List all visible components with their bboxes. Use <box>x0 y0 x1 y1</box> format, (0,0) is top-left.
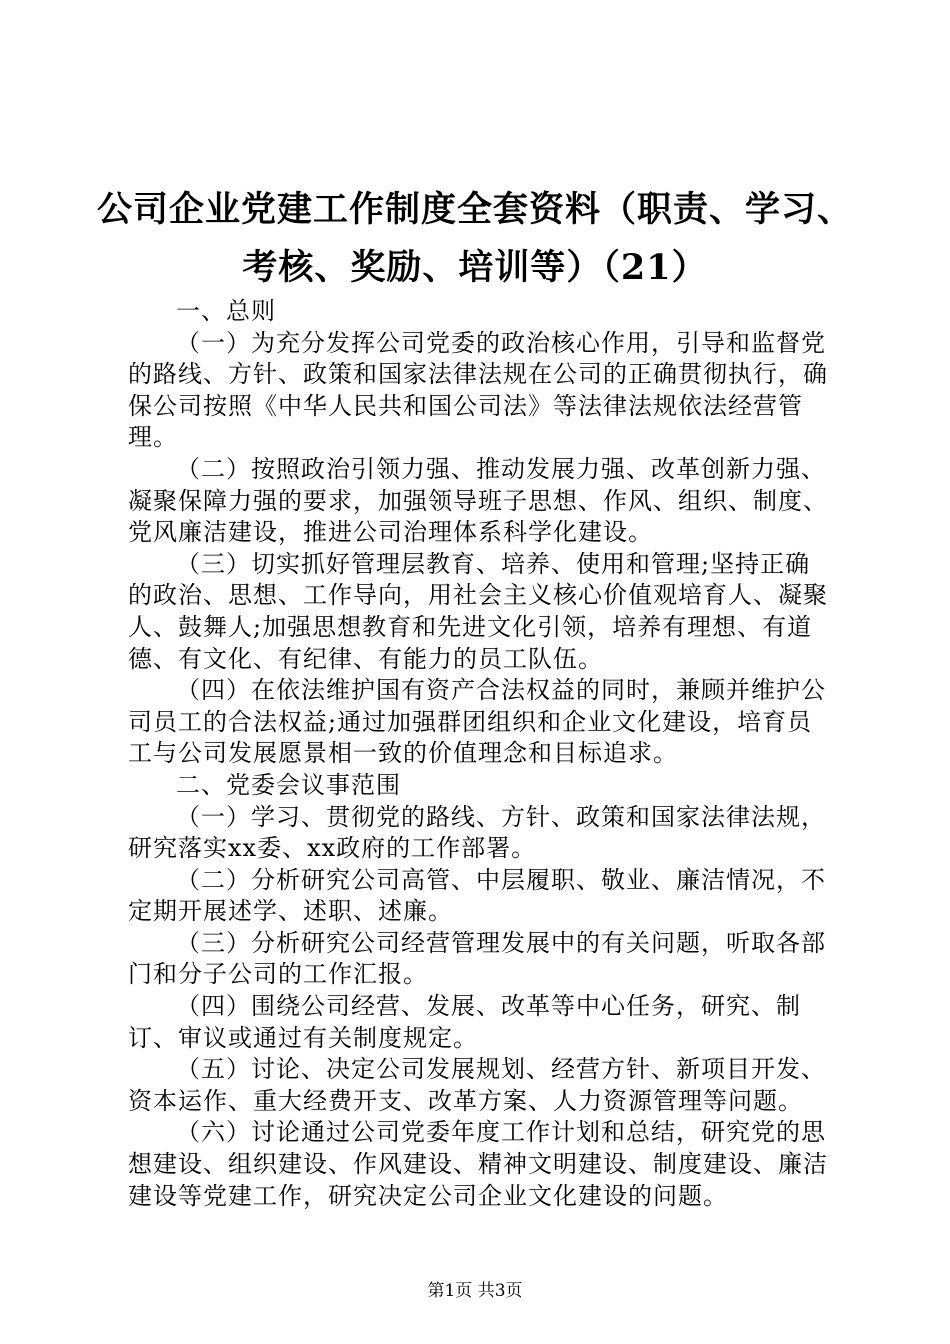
paragraph: （四）围绕公司经营、发展、改革等中心任务，研究、制订、审议或通过有关制度规定。 <box>128 992 801 1052</box>
paragraph: （二）分析研究公司高管、中层履职、敬业、廉洁情况，不定期开展述学、述职、述廉。 <box>128 865 826 926</box>
document-title-line-1: 公司企业党建工作制度全套资料（职责、学习、 <box>96 189 853 230</box>
page-number-footer: 第1页 共3页 <box>427 1281 523 1301</box>
paragraph: （一）为充分发挥公司党委的政治核心作用，引导和监督党的路线、方针、政策和国家法律法规在公司的正确贯彻执行，确保公司按照《中华人民共和国公司法》等法律法规依法经营管理。 <box>128 328 828 452</box>
paragraph: （二）按照政治引领力强、推动发展力强、改革创新力强、凝聚保障力强的要求，加强领导班子思想、作风、组织、制度、党风廉洁建设，推进公司治理体系科学化建设。 <box>128 454 828 547</box>
paragraph: （三）切实抓好管理层教育、培养、使用和管理;坚持正确的政治、思想、工作导向，用社会主义核心价值观培育人、凝聚人、鼓舞人;加强思想教育和先进文化引领，培养有理想、有道德、有文化、有纪律、有能力的员工队伍。 <box>128 549 828 673</box>
paragraph: （六）讨论通过公司党委年度工作计划和总结，研究党的思想建设、组织建设、作风建设、精神文明建设、制度建设、廉洁建设等党建工作，研究决定公司企业文化建设的问题。 <box>128 1118 828 1210</box>
paragraph: （五）讨论、决定公司发展规划、经营方针、新项目开发、资本运作、重大经费开支、改革方案、人力资源管理等问题。 <box>128 1055 826 1115</box>
section-heading-general: 一、总则 <box>176 297 276 325</box>
paragraph: （三）分析研究公司经营管理发展中的有关问题，听取各部门和分子公司的工作汇报。 <box>128 928 826 989</box>
section-heading-scope: 二、党委会议事范围 <box>176 770 401 799</box>
document-body <box>128 296 828 1212</box>
paragraph: （四）在依法维护国有资产合法权益的同时，兼顾并维护公司员工的合法权益;通过加强群团组织和企业文化建设，培育员工与公司发展愿景相一致的价值理念和目标追求。 <box>128 676 826 768</box>
paragraph: （一）学习、贯彻党的路线、方针、政策和国家法律法规，研究落实xx委、xx政府的工作部署。 <box>128 802 826 863</box>
document-title-line-2: 考核、奖励、培训等）（21） <box>242 247 708 288</box>
